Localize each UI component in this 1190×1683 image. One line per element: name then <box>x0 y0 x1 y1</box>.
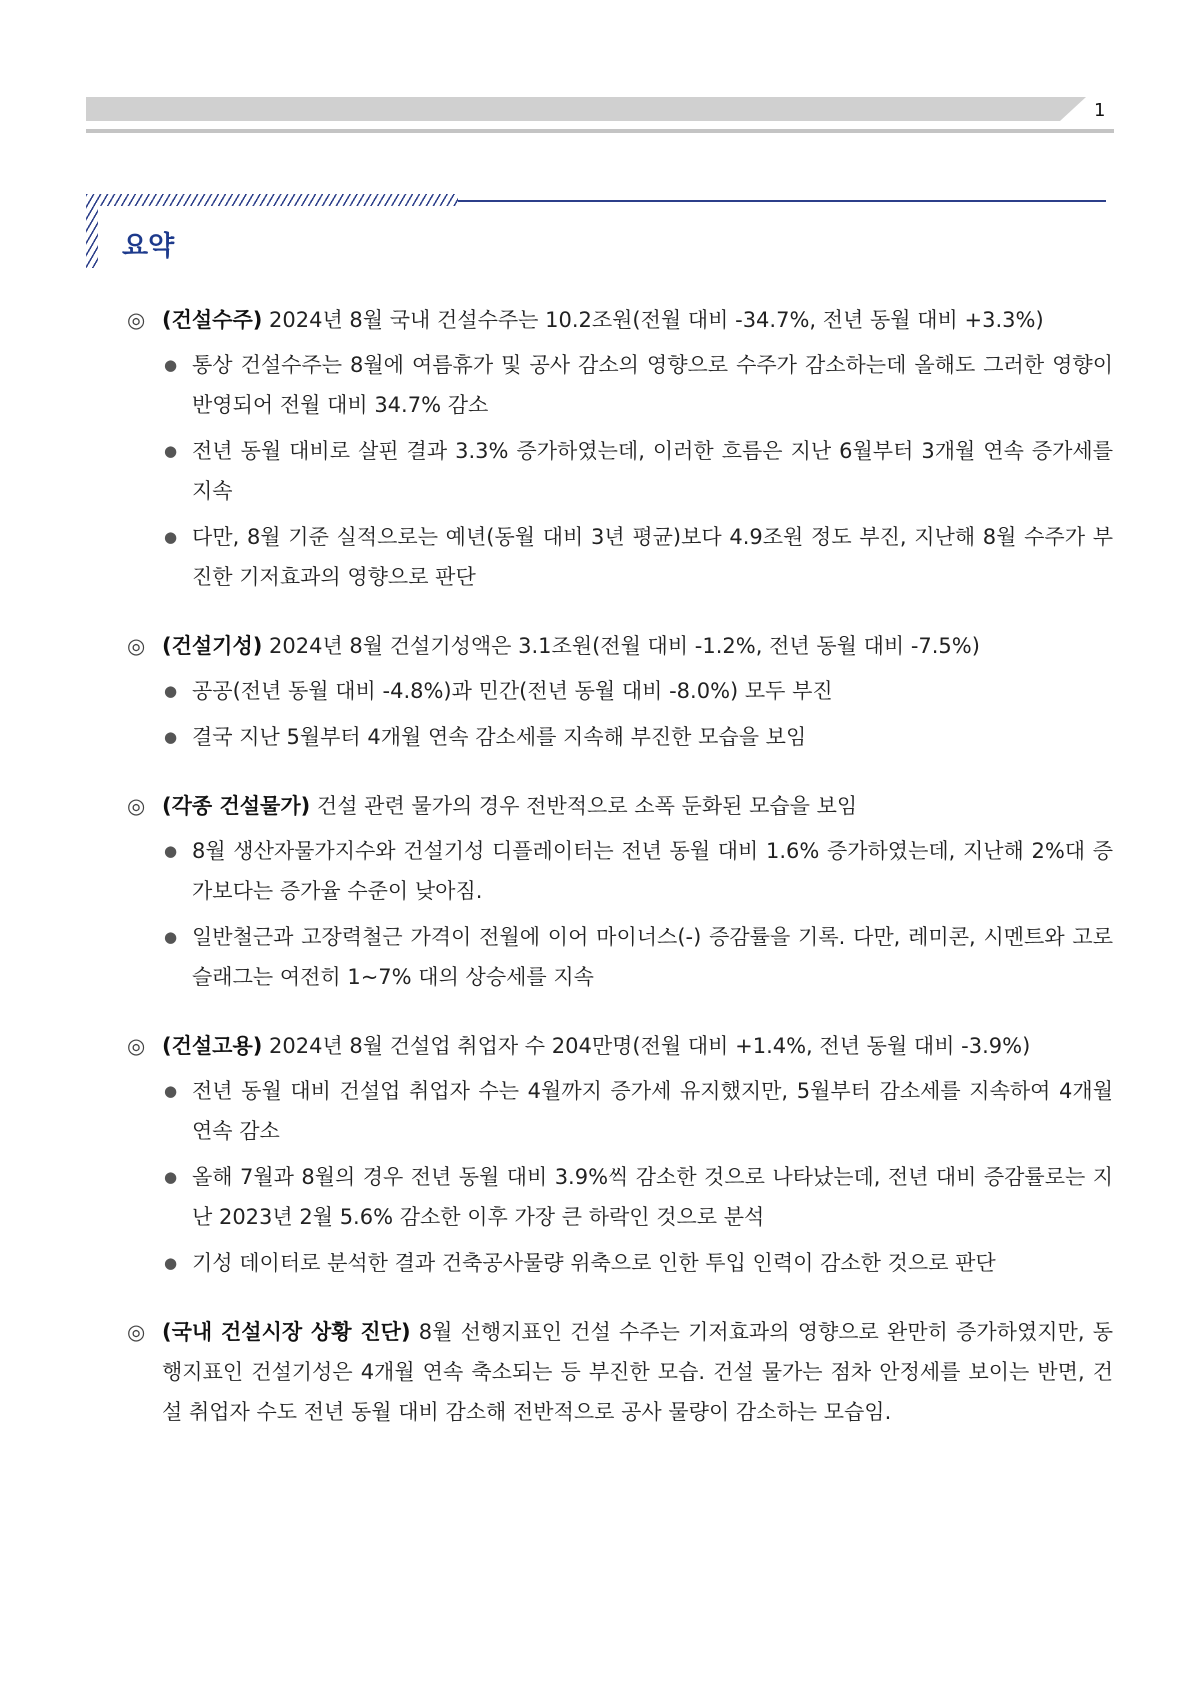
section-label: (국내 건설시장 상황 진단) <box>162 1320 411 1344</box>
bullet-item <box>164 831 1113 911</box>
double-circle-icon: ◎ <box>127 1034 146 1058</box>
section-label: (건설고용) <box>162 1034 263 1058</box>
bullet-text: 통상 건설수주는 8월에 여름휴가 및 공사 감소의 영향으로 수주가 감소하는데 올해도 그러한 영향이 반영되어 전월 대비 34.7% 감소 <box>192 353 1113 417</box>
title-hatch-side-decoration <box>86 206 98 268</box>
double-circle-icon: ◎ <box>127 794 146 818</box>
double-circle-icon: ◎ <box>127 1320 146 1344</box>
bullet-text: 기성 데이터로 분석한 결과 건축공사물량 위축으로 인한 투입 인력이 감소한 것으로 판단 <box>192 1251 996 1275</box>
section-heading <box>127 626 1113 666</box>
title-rule <box>458 200 1106 202</box>
summary-section <box>127 786 1113 997</box>
bullet-text: 일반철근과 고장력철근 가격이 전월에 이어 마이너스(-) 증감률을 기록. 다만, 레미콘, 시멘트와 고로슬래그는 여전히 1~7% 대의 상승세를 지속 <box>192 925 1113 989</box>
bullet-icon: ● <box>164 528 178 546</box>
bullet-text: 공공(전년 동월 대비 -4.8%)과 민간(전년 동월 대비 -8.0%) 모두 부진 <box>192 679 833 703</box>
section-text: 건설 관련 물가의 경우 전반적으로 소폭 둔화된 모습을 보임 <box>310 794 858 818</box>
bullet-item <box>164 345 1113 425</box>
summary-section <box>127 626 1113 757</box>
double-circle-icon: ◎ <box>127 634 146 658</box>
bullet-item <box>164 431 1113 511</box>
summary-content <box>127 300 1113 1461</box>
page-number: 1 <box>1094 100 1106 121</box>
bullet-icon: ● <box>164 682 178 700</box>
bullet-text: 전년 동월 대비 건설업 취업자 수는 4월까지 증가세 유지했지만, 5월부터 감소세를 지속하여 4개월 연속 감소 <box>192 1079 1113 1143</box>
section-text: 2024년 8월 건설업 취업자 수 204만명(전월 대비 +1.4%, 전년 동월 대비 -3.9%) <box>262 1034 1031 1058</box>
section-label: (건설수주) <box>162 308 263 332</box>
bullet-item <box>164 1243 1113 1283</box>
bullet-text: 전년 동월 대비로 살핀 결과 3.3% 증가하였는데, 이러한 흐름은 지난 6월부터 3개월 연속 증가세를 지속 <box>192 439 1113 503</box>
section-heading <box>127 786 1113 826</box>
section-heading <box>127 1312 1113 1432</box>
bullet-item <box>164 917 1113 997</box>
section-text: 2024년 8월 국내 건설수주는 10.2조원(전월 대비 -34.7%, 전년 동월 대비 +3.3%) <box>262 308 1044 332</box>
summary-section <box>127 1312 1113 1432</box>
bullet-icon: ● <box>164 928 178 946</box>
summary-section <box>127 300 1113 597</box>
section-text: 2024년 8월 건설기성액은 3.1조원(전월 대비 -1.2%, 전년 동월 대비 -7.5%) <box>262 634 980 658</box>
section-heading <box>127 1026 1113 1066</box>
summary-section <box>127 1026 1113 1283</box>
bullet-item <box>164 517 1113 597</box>
section-label: (각종 건설물가) <box>162 794 311 818</box>
bullet-icon: ● <box>164 842 178 860</box>
bullet-text: 다만, 8월 기준 실적으로는 예년(동월 대비 3년 평균)보다 4.9조원 정도 부진, 지난해 8월 수주가 부진한 기저효과의 영향으로 판단 <box>192 525 1113 589</box>
bullet-icon: ● <box>164 356 178 374</box>
bullet-text: 올해 7월과 8월의 경우 전년 동월 대비 3.9%씩 감소한 것으로 나타났는데, 전년 대비 증감률로는 지난 2023년 2월 5.6% 감소한 이후 가장 큰 하락인 것으로 분석 <box>192 1165 1113 1229</box>
header-bar <box>86 97 1086 121</box>
bullet-item <box>164 671 1113 711</box>
bullet-text: 8월 생산자물가지수와 건설기성 디플레이터는 전년 동월 대비 1.6% 증가하였는데, 지난해 2%대 증가보다는 증가율 수준이 낮아짐. <box>192 839 1113 903</box>
double-circle-icon: ◎ <box>127 308 146 332</box>
bullet-icon: ● <box>164 1168 178 1186</box>
bullet-icon: ● <box>164 442 178 460</box>
section-heading <box>127 300 1113 340</box>
bullet-item <box>164 717 1113 757</box>
bullet-icon: ● <box>164 728 178 746</box>
section-label: (건설기성) <box>162 634 263 658</box>
bullet-icon: ● <box>164 1254 178 1272</box>
title-hatch-decoration <box>86 194 458 206</box>
section-text: 8월 선행지표인 건설 수주는 기저효과의 영향으로 완만히 증가하였지만, 동행지표인 건설기성은 4개월 연속 축소되는 등 부진한 모습. 건설 물가는 점차 안정세를 보이는 반면, 건설 취업자 수도 전년 동월 대비 감소해 전반적으로 공사 물량이 감소하는 모습임. <box>162 1320 1113 1424</box>
page-title: 요약 <box>122 231 175 262</box>
bullet-text: 결국 지난 5월부터 4개월 연속 감소세를 지속해 부진한 모습을 보임 <box>192 725 807 749</box>
bullet-item <box>164 1071 1113 1151</box>
bullet-icon: ● <box>164 1082 178 1100</box>
bullet-item <box>164 1157 1113 1237</box>
header-rule <box>86 129 1114 133</box>
